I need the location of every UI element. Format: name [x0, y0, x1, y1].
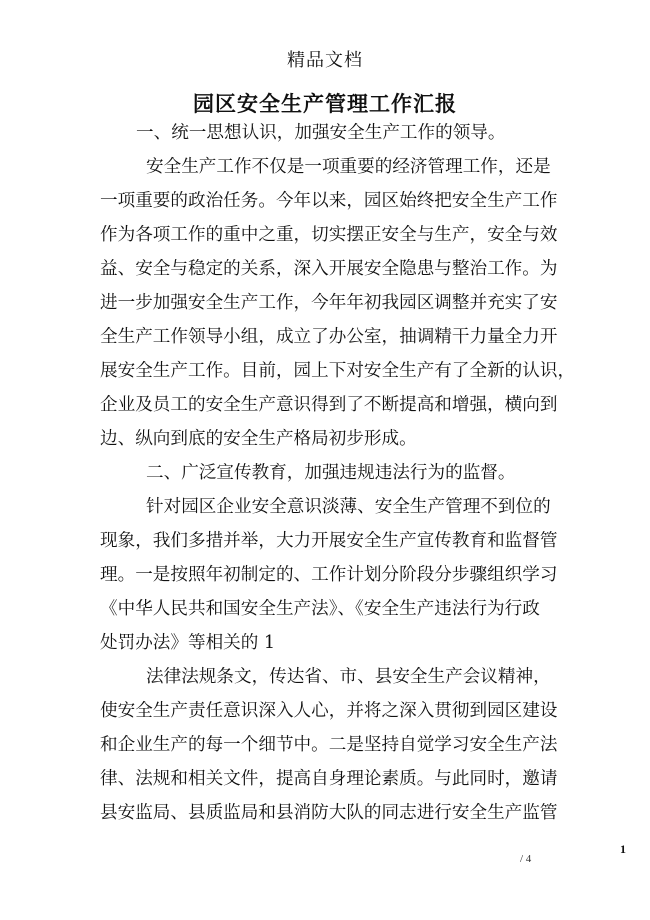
paragraph-line: 作为各项工作的重中之重，切实摆正安全与生产，安全与效: [100, 225, 558, 245]
paragraph-line: 《中华人民共和国安全生产法》、《安全生产违法行为行政: [100, 599, 540, 619]
paragraph-line: 一项重要的政治任务。今年以来，园区始终把安全生产工作: [100, 191, 558, 211]
paragraph-line: 全生产工作领导小组，成立了办公室，抽调精干力量全力开: [100, 327, 558, 347]
paragraph-line: 理。一是按照年初制定的、工作计划分阶段分步骤组织学习: [100, 565, 558, 585]
paragraph-line: 和企业生产的每一个细节中。二是坚持自觉学习安全生产法: [100, 735, 558, 755]
paragraph-line: 边、纵向到底的安全生产格局初步形成。: [100, 429, 417, 449]
document-title: 园区安全生产管理工作汇报: [193, 91, 457, 116]
paragraph-line: 使安全生产责任意识深入人心，并将之深入贯彻到园区建设: [100, 701, 558, 721]
page-number: 1: [620, 842, 626, 856]
document-body: [100, 116, 576, 830]
paragraph-line: 展安全生产工作。目前，园上下对安全生产有了全新的认识，: [100, 361, 576, 381]
paragraph-line: 益、安全与稳定的关系，深入开展安全隐患与整治工作。为: [100, 259, 558, 279]
paragraph-line: 进一步加强安全生产工作，今年年初我园区调整并充实了安: [100, 293, 558, 313]
paragraph-line: 针对园区企业安全意识淡薄、安全生产管理不到位的: [146, 497, 551, 517]
paragraph-line: 法律法规条文，传达省、市、县安全生产会议精神，: [146, 667, 551, 687]
document-header: 精品文档: [287, 50, 363, 71]
paragraph-line: 安全生产工作不仅是一项重要的经济管理工作，还是: [146, 157, 551, 177]
page-total: / 4: [520, 853, 532, 865]
paragraph-line: 现象，我们多措并举，大力开展安全生产宣传教育和监督管: [100, 531, 558, 551]
paragraph-line: 企业及员工的安全生产意识得到了不断提高和增强，横向到: [100, 395, 558, 415]
paragraph-line: 处罚办法》等相关的 1: [100, 633, 276, 653]
section-heading-2: 二、广泛宣传教育，加强违规违法行为的监督。: [146, 463, 516, 483]
paragraph-line: 律、法规和相关文件，提高自身理论素质。与此同时，邀请: [100, 769, 558, 789]
paragraph-line: 县安监局、县质监局和县消防大队的同志进行安全生产监管: [100, 803, 558, 823]
section-heading-1: 一、统一思想认识，加强安全生产工作的领导。: [136, 123, 506, 143]
